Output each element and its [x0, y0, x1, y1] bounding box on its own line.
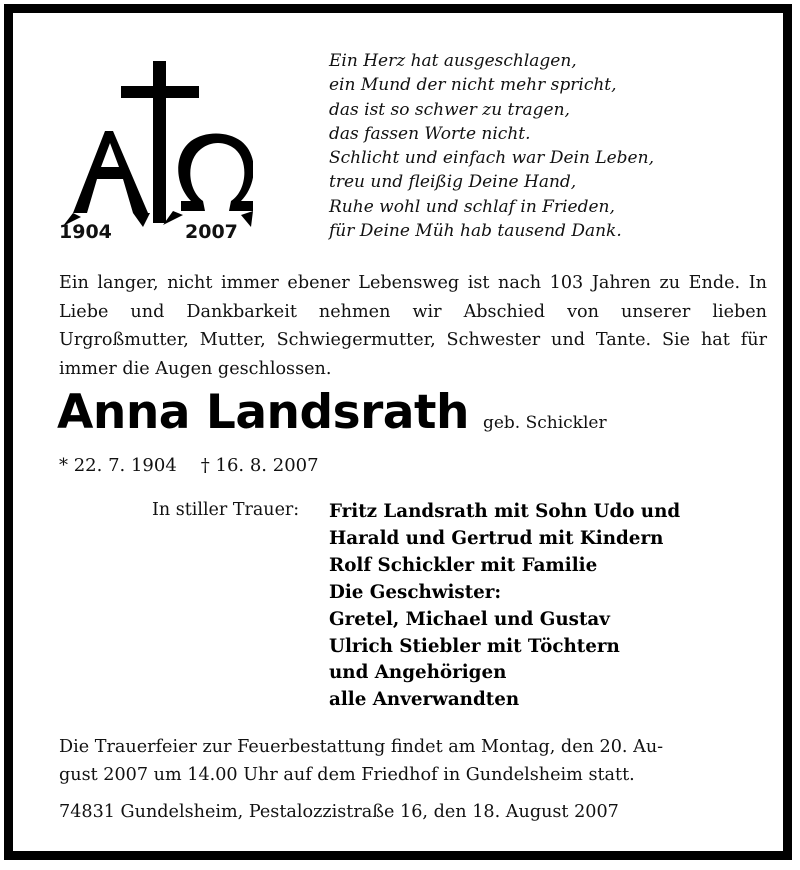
life-dates	[59, 455, 319, 476]
ceremony-line: gust 2007 um 14.00 Uhr auf dem Friedhof in Gundelsheim statt.	[59, 765, 635, 785]
intro-text: Ein langer, nicht immer ebener Lebensweg ist nach 103 Jahren zu Ende. In Liebe und Dankbarkeit nehmen wir Abschied von unserer lieben Urgroßmutter, Mutter, Schwiegermutter, Schwester und Tante. Sie hat für immer die Augen geschlossen.	[59, 273, 767, 379]
poem-line: Ruhe wohl und schlaf in Frieden,	[329, 196, 615, 217]
deceased-name: Anna Landsrath	[57, 385, 469, 440]
death-year: 2007	[185, 221, 238, 243]
mourner-line: Fritz Landsrath mit Sohn Udo und	[329, 501, 681, 522]
poem-line: ein Mund der nicht mehr spricht,	[329, 75, 617, 96]
poem-line: das ist so schwer zu tragen,	[329, 99, 570, 120]
poem-line: Schlicht und einfach war Dein Leben,	[329, 148, 654, 169]
ceremony-info	[59, 733, 771, 789]
obituary-notice	[4, 4, 792, 860]
mourner-line: Die Geschwister:	[329, 581, 502, 603]
mourner-line: alle Anverwandten	[329, 689, 520, 711]
address-line: 74831 Gundelsheim, Pestalozzistraße 16, den 18. August 2007	[59, 802, 619, 822]
poem-line: Ein Herz hat ausgeschlagen,	[329, 51, 577, 71]
deceased-heading	[57, 385, 607, 440]
mourner-line: und Angehörigen	[329, 662, 507, 684]
mourner-line: Rolf Schickler mit Familie	[329, 554, 598, 576]
birth-date: * 22. 7. 1904	[59, 455, 177, 476]
poem-line: das fassen Worte nicht.	[329, 123, 531, 144]
ceremony-line: Die Trauerfeier zur Feuerbestattung findet am Montag, den 20. Au-	[59, 737, 664, 757]
poem	[329, 49, 654, 243]
mourners-label: In stiller Trauer:	[152, 500, 300, 520]
poem-line: treu und fleißig Deine Hand,	[329, 172, 577, 193]
mourner-line: Ulrich Stiebler mit Töchtern	[329, 635, 620, 657]
mourner-line: Harald und Gertrud mit Kindern	[329, 527, 664, 549]
poem-line: für Deine Müh hab tausend Dank.	[329, 221, 622, 242]
mourners-list	[329, 499, 680, 714]
death-date: † 16. 8. 2007	[200, 455, 319, 476]
maiden-name: geb. Schickler	[482, 413, 607, 433]
birth-year: 1904	[59, 221, 112, 243]
mourner-line: Gretel, Michael und Gustav	[329, 608, 610, 630]
